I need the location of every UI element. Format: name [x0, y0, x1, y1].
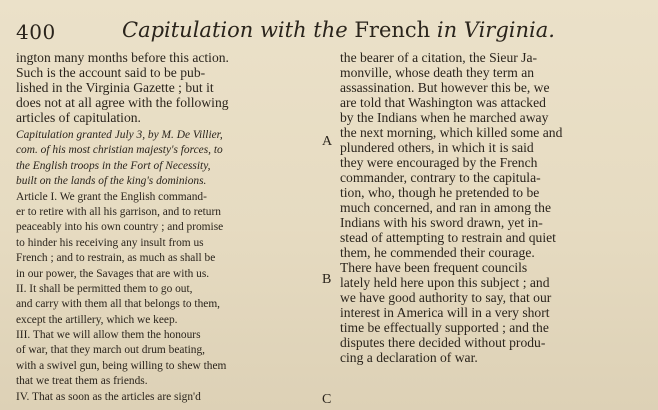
- caption-line: built on the lands of the king's dominions.: [16, 175, 207, 188]
- text-line: time be effectually supported ; and the: [340, 320, 549, 335]
- text-line: lately held here upon this subject ; and: [340, 275, 550, 290]
- text-line: are told that Washington was attacked: [340, 95, 546, 110]
- article-line: II. It shall be permitted them to go out,: [16, 282, 193, 295]
- running-head-part-1: Capitulation with the: [122, 18, 355, 42]
- text-line: commander, contrary to the capitula-: [340, 170, 541, 185]
- article-line: Article I. We grant the English command-: [16, 190, 207, 203]
- text-line: monville, whose death they term an: [340, 65, 535, 80]
- caption-line: com. of his most christian majesty's forces, to: [16, 144, 223, 157]
- running-head-part-3: in Virginia.: [436, 18, 555, 42]
- running-head: [122, 18, 632, 42]
- text-line: they were encouraged by the French: [340, 155, 538, 170]
- text-line: much concerned, and ran in among the: [340, 200, 552, 215]
- text-line: Indians with his sword drawn, yet in-: [340, 215, 543, 230]
- article-line: that we treat them as friends.: [16, 375, 148, 388]
- text-line: ington many months before this action.: [16, 50, 229, 65]
- margin-letter-c: C: [322, 392, 332, 407]
- article-line: IV. That as soon as the articles are sign'd: [16, 390, 201, 403]
- text-line: the bearer of a citation, the Sieur Ja-: [340, 50, 538, 65]
- text-line: stead of attempting to restrain and quiet: [340, 230, 556, 245]
- text-line: them, he commended their courage.: [340, 245, 535, 260]
- text-line: cing a declaration of war.: [340, 350, 478, 365]
- text-line: lished in the Virginia Gazette ; but it: [16, 80, 214, 95]
- capitulation-heading: [16, 128, 321, 405]
- text-line: assassination. But however this be, we: [340, 80, 550, 95]
- article-line: to hinder his receiving any insult from us: [16, 236, 204, 249]
- text-line: disputes there decided without produ-: [340, 335, 546, 350]
- text-line: we have good authority to say, that our: [340, 290, 552, 305]
- text-line: plundered others, in which it is said: [340, 140, 534, 155]
- article-line: of war, that they march out drum beating,: [16, 344, 206, 357]
- caption-line: the English troops in the Fort of Necessity,: [16, 159, 211, 172]
- margin-letter-b: B: [322, 272, 332, 287]
- article-line: peaceably into his own country ; and promise: [16, 221, 224, 234]
- text-line: tion, who, though he pretended to be: [340, 185, 540, 200]
- article-line: with a swivel gun, being willing to shew them: [16, 359, 227, 372]
- article-line: in our power, the Savages that are with us.: [16, 267, 210, 280]
- caption-line: Capitulation granted July 3, by M. De Villier,: [16, 129, 223, 141]
- article-line: French ; and to restrain, as much as shall be: [16, 252, 216, 265]
- article-line: er to retire with all his garrison, and to return: [16, 205, 221, 218]
- text-line: interest in America will in a very short: [340, 305, 550, 320]
- text-line: by the Indians when he marched away: [340, 110, 549, 125]
- article-line: III. That we will allow them the honours: [16, 329, 201, 342]
- page-header: [12, 18, 632, 46]
- right-column: [340, 50, 640, 365]
- text-line: There have been frequent councils: [340, 260, 528, 275]
- article-line: except the artillery, which we keep.: [16, 313, 178, 326]
- text-line: does not at all agree with the following: [16, 95, 229, 110]
- text-line: Such is the account said to be pub-: [16, 65, 206, 80]
- running-head-part-2: French: [354, 18, 437, 42]
- article-line: and carry with them all that belongs to them,: [16, 298, 221, 311]
- text-line: the next morning, which killed some and: [340, 125, 563, 140]
- margin-letter-a: A: [322, 134, 333, 149]
- page-number: 400: [16, 20, 56, 44]
- text-line: articles of capitulation.: [16, 110, 141, 125]
- left-column: [16, 50, 321, 405]
